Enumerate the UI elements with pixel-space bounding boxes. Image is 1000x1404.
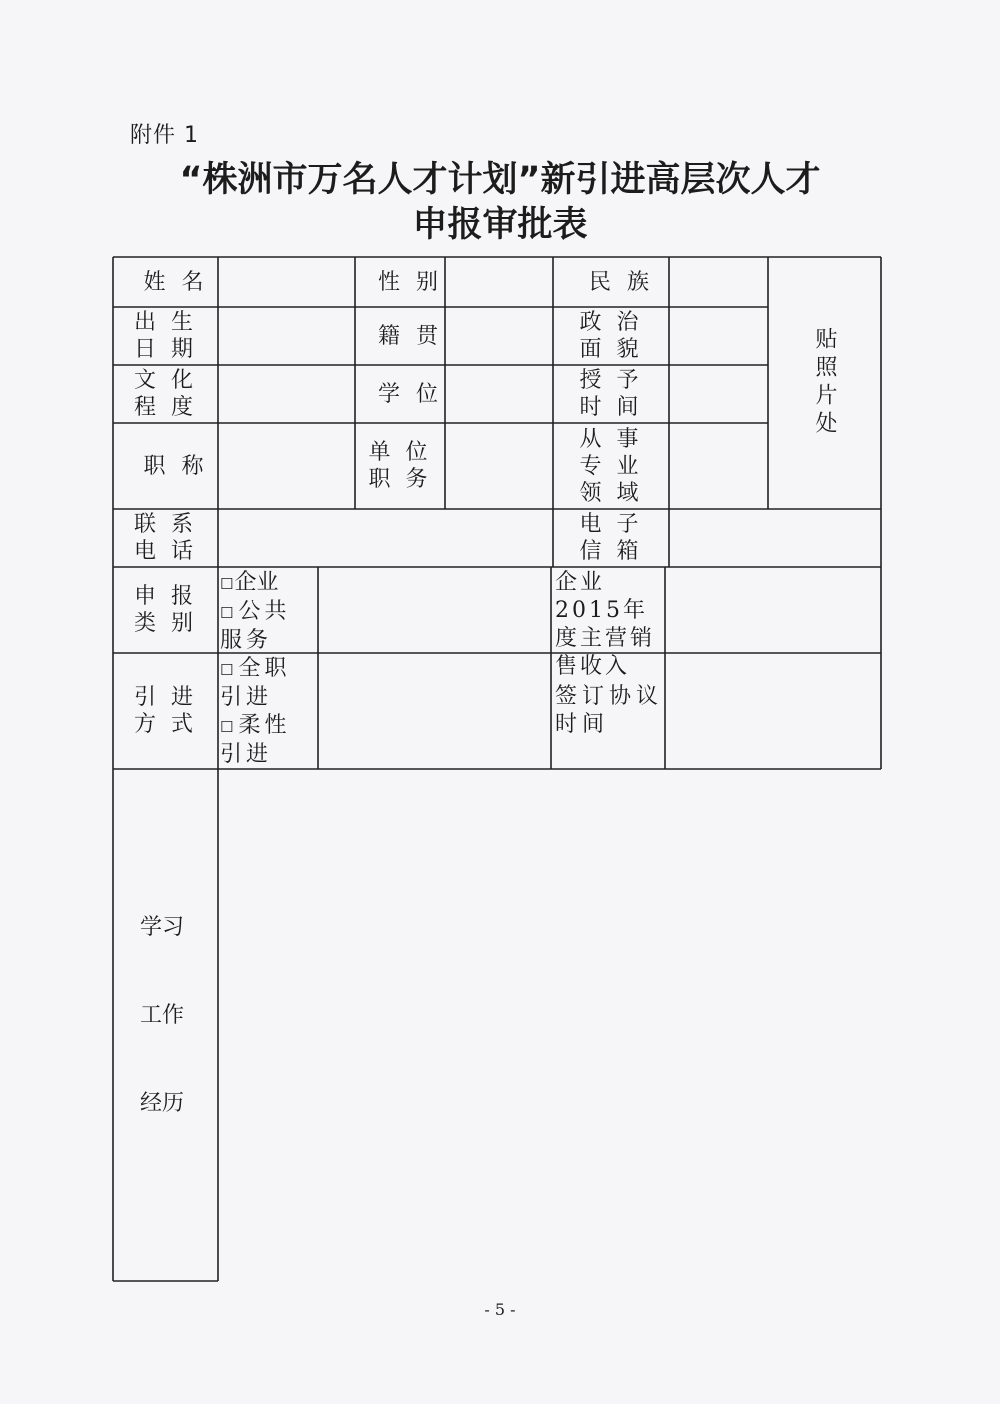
ethnicity-field[interactable] bbox=[669, 257, 768, 307]
checkbox-icon[interactable]: ☐ bbox=[220, 575, 234, 593]
attachment-label: 附件 1 bbox=[130, 123, 199, 148]
agreement-time-label-cell bbox=[555, 655, 663, 767]
email-field[interactable] bbox=[669, 509, 881, 567]
unit-post-field[interactable] bbox=[445, 423, 553, 509]
unit-post-label-line2: 职 务 bbox=[368, 467, 432, 492]
field-field[interactable] bbox=[669, 423, 768, 509]
ethnicity-label: 民族 bbox=[588, 269, 665, 295]
introduction-option-flexible[interactable] bbox=[220, 712, 316, 769]
category-label bbox=[113, 567, 218, 653]
email-label bbox=[553, 509, 669, 567]
introduction-option-flexible-label: 柔性引进 bbox=[220, 713, 291, 767]
gender-label: 性别 bbox=[377, 269, 454, 295]
photo-label: 贴照片处 bbox=[812, 327, 837, 439]
degree-time-label-line2: 时 间 bbox=[579, 395, 643, 420]
revenue-label-cell bbox=[555, 569, 663, 679]
education-label-line1: 文 化 bbox=[134, 368, 197, 393]
history-field[interactable] bbox=[218, 769, 881, 1281]
history-label-study: 学习 bbox=[140, 915, 185, 940]
category-option-public-service[interactable] bbox=[220, 598, 316, 655]
unit-post-label bbox=[355, 423, 445, 509]
revenue-label: 企业2015年度主营销售收入 bbox=[555, 570, 656, 679]
gender-field[interactable] bbox=[445, 257, 553, 307]
category-options bbox=[220, 569, 316, 651]
field-label bbox=[553, 423, 669, 509]
phone-label bbox=[113, 509, 218, 567]
phone-label-line1: 联 系 bbox=[134, 512, 197, 537]
revenue-field[interactable] bbox=[665, 567, 881, 653]
professional-title-field[interactable] bbox=[218, 423, 355, 509]
degree-time-label-line1: 授 予 bbox=[579, 368, 643, 393]
education-label bbox=[113, 365, 218, 423]
field-label-line1: 从 事 bbox=[579, 426, 643, 452]
category-label-line1: 申 报 bbox=[134, 584, 197, 609]
introduction-extra-field[interactable] bbox=[318, 653, 551, 769]
education-label-line2: 程 度 bbox=[134, 395, 197, 420]
form-title-line2: 申报审批表 bbox=[412, 205, 588, 245]
history-label-work: 工作 bbox=[140, 1003, 185, 1028]
unit-post-label-line1: 单 位 bbox=[368, 440, 432, 465]
political-status-label-line2: 面 貌 bbox=[579, 337, 643, 362]
phone-label-line2: 电 话 bbox=[134, 539, 197, 564]
birth-date-label-line2: 日 期 bbox=[134, 337, 197, 362]
birth-date-label-line1: 出 生 bbox=[134, 310, 197, 335]
birth-date-label bbox=[113, 307, 218, 365]
professional-title-label: 职称 bbox=[143, 453, 220, 479]
agreement-time-field[interactable] bbox=[665, 653, 881, 769]
email-label-line1: 电 子 bbox=[579, 512, 643, 537]
degree-label: 学位 bbox=[377, 381, 454, 407]
degree-time-field[interactable] bbox=[669, 365, 768, 423]
degree-field[interactable] bbox=[445, 365, 553, 423]
name-field[interactable] bbox=[218, 257, 355, 307]
category-extra-field[interactable] bbox=[318, 567, 551, 653]
category-option-enterprise-label: 企业 bbox=[234, 570, 279, 595]
checkbox-icon[interactable]: ☐ bbox=[220, 661, 238, 679]
native-place-label: 籍贯 bbox=[377, 323, 454, 349]
political-status-label-line1: 政 治 bbox=[579, 310, 643, 335]
name-label: 姓名 bbox=[143, 269, 220, 295]
photo-placeholder[interactable] bbox=[768, 258, 881, 508]
political-status-field[interactable] bbox=[669, 307, 768, 365]
category-option-public-service-label: 公共服务 bbox=[220, 599, 291, 653]
field-label-line2: 专 业 bbox=[579, 453, 643, 479]
introduction-options bbox=[220, 655, 316, 767]
agreement-time-label: 签订协议时间 bbox=[555, 684, 664, 737]
field-label-line3: 领 域 bbox=[579, 480, 643, 506]
email-label-line2: 信 箱 bbox=[579, 539, 643, 564]
education-field[interactable] bbox=[218, 365, 355, 423]
phone-field[interactable] bbox=[218, 509, 553, 567]
introduction-method-label bbox=[113, 653, 218, 769]
political-status-label bbox=[553, 307, 669, 365]
degree-time-label bbox=[553, 365, 669, 423]
checkbox-icon[interactable]: ☐ bbox=[220, 718, 238, 736]
category-option-enterprise[interactable] bbox=[220, 569, 316, 598]
native-place-field[interactable] bbox=[445, 307, 553, 365]
checkbox-icon[interactable]: ☐ bbox=[220, 604, 238, 622]
page-number: - 5 - bbox=[484, 1300, 516, 1319]
category-label-line2: 类 别 bbox=[134, 611, 197, 636]
birth-date-field[interactable] bbox=[218, 307, 355, 365]
form-title-line1: “株洲市万名人才计划”新引进高层次人才 bbox=[179, 160, 821, 200]
introduction-option-fulltime-label: 全职引进 bbox=[220, 656, 291, 710]
introduction-method-label-line1: 引 进 bbox=[134, 685, 197, 710]
history-label-experience: 经历 bbox=[140, 1091, 185, 1116]
introduction-method-label-line2: 方 式 bbox=[134, 712, 197, 737]
introduction-option-fulltime[interactable] bbox=[220, 655, 316, 712]
